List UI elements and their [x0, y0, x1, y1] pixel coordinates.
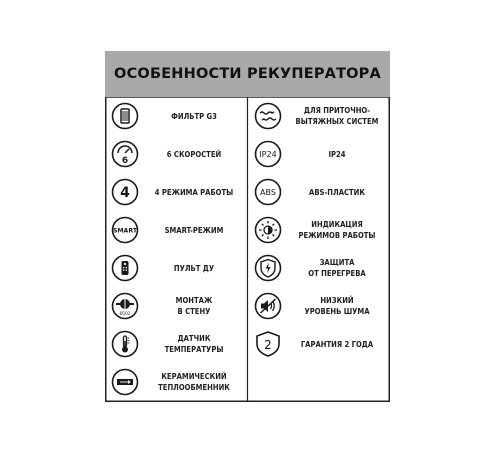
- ceramic-exchanger-icon: [111, 368, 139, 396]
- svg-text:Ø102: Ø102: [119, 311, 131, 316]
- feature-label: НИЗКИЙ УРОВЕНЬ ШУМА: [304, 296, 370, 316]
- page-title: ОСОБЕННОСТИ РЕКУПЕРАТОРА: [114, 66, 381, 82]
- feature-overheat-protection: [248, 249, 390, 287]
- feature-filter-g3: [105, 97, 247, 135]
- thermometer-icon: [111, 330, 139, 358]
- feature-label: ЗАЩИТА ОТ ПЕРЕГРЕВА: [308, 258, 366, 278]
- feature-four-modes: [105, 173, 247, 211]
- filter-g3-icon: [111, 102, 139, 130]
- low-noise-icon: [254, 292, 282, 320]
- mode-indicator-icon: [254, 216, 282, 244]
- feature-remote-control: [105, 249, 247, 287]
- features-card: [105, 51, 390, 402]
- feature-mode-indicator: [248, 211, 390, 249]
- feature-warranty: [248, 325, 390, 363]
- svg-text:4: 4: [120, 185, 130, 201]
- ip24-icon: [254, 140, 282, 168]
- supply-exhaust-icon: [254, 102, 282, 130]
- feature-smart-mode: [105, 211, 247, 249]
- feature-label: 6 СКОРОСТЕЙ: [166, 149, 222, 159]
- feature-label: 4 РЕЖИМА РАБОТЫ: [154, 187, 234, 197]
- feature-ip24: [248, 135, 390, 173]
- feature-wall-mount: [105, 287, 247, 325]
- feature-low-noise: [248, 287, 390, 325]
- abs-plastic-icon: [254, 178, 282, 206]
- feature-label: ФИЛЬТР G3: [171, 111, 217, 121]
- feature-label: ПУЛЬТ ДУ: [173, 263, 215, 273]
- overheat-protection-icon: [254, 254, 282, 282]
- svg-text:6: 6: [121, 156, 129, 166]
- wall-mount-icon: [111, 292, 139, 320]
- svg-text:SMART: SMART: [112, 227, 138, 235]
- svg-text:IP24: IP24: [259, 150, 277, 159]
- remote-control-icon: [111, 254, 139, 282]
- feature-thermometer: [105, 325, 247, 363]
- feature-ceramic-exchanger: [105, 363, 247, 401]
- features-header: [105, 51, 390, 97]
- feature-label: IP24: [328, 149, 346, 159]
- feature-label: ДАТЧИК ТЕМПЕРАТУРЫ: [164, 334, 224, 354]
- feature-supply-exhaust: [248, 97, 390, 135]
- svg-text:ABS: ABS: [260, 188, 276, 197]
- feature-label: ИНДИКАЦИЯ РЕЖИМОВ РАБОТЫ: [298, 220, 376, 240]
- feature-label: ДЛЯ ПРИТОЧНО- ВЫТЯЖНЫХ СИСТЕМ: [295, 106, 379, 126]
- smart-mode-icon: [111, 216, 139, 244]
- feature-six-speeds: [105, 135, 247, 173]
- feature-label: МОНТАЖ В СТЕНУ: [175, 296, 213, 316]
- feature-abs-plastic: [248, 173, 390, 211]
- feature-label: SMART-РЕЖИМ: [164, 225, 224, 235]
- feature-label: ABS-ПЛАСТИК: [309, 187, 365, 197]
- features-grid: [105, 97, 390, 402]
- svg-text:2: 2: [264, 338, 272, 352]
- feature-label: ГАРАНТИЯ 2 ГОДА: [300, 339, 374, 349]
- feature-label: КЕРАМИЧЕСКИЙ ТЕПЛООБМЕННИК: [158, 372, 230, 392]
- six-speeds-icon: [111, 140, 139, 168]
- warranty-icon: [254, 330, 282, 358]
- four-modes-icon: [111, 178, 139, 206]
